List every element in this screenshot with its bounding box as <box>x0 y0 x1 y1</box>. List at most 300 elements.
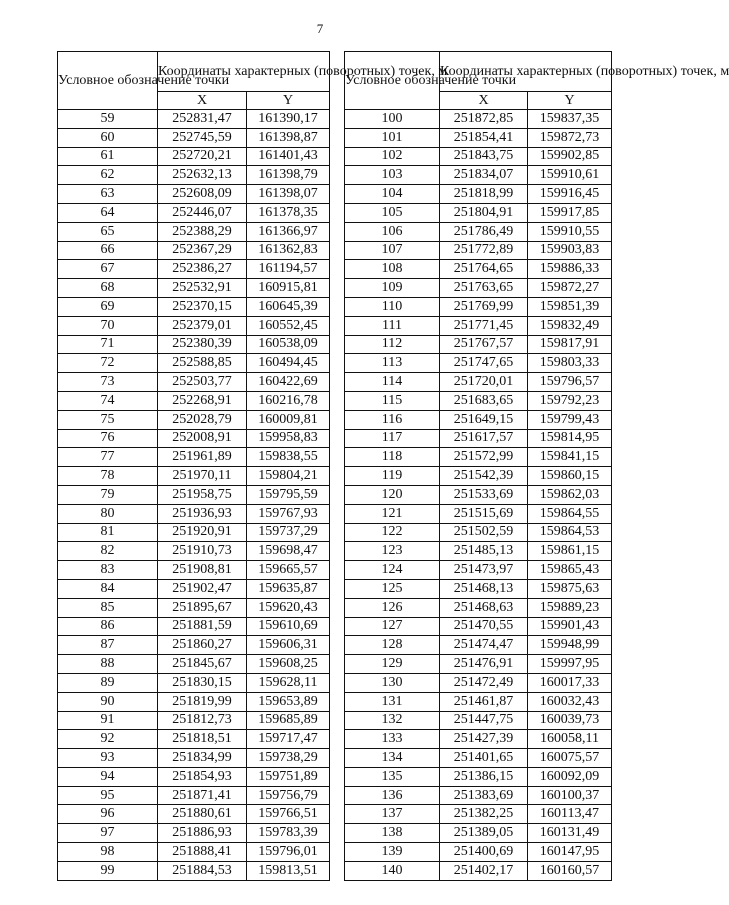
table-row <box>345 767 612 786</box>
coord-y-cell: 160009,81 <box>247 410 330 429</box>
point-id-cell: 113 <box>345 354 440 373</box>
table-row <box>58 316 330 335</box>
coord-x-cell: 252608,09 <box>158 185 247 204</box>
coord-x-cell: 251472,49 <box>440 673 528 692</box>
point-id-cell: 68 <box>58 279 158 298</box>
table-row <box>345 316 612 335</box>
coord-y-cell: 159685,89 <box>247 711 330 730</box>
coord-x-cell: 251886,93 <box>158 824 247 843</box>
point-id-cell: 89 <box>58 673 158 692</box>
table-row <box>58 185 330 204</box>
coord-y-cell: 159610,69 <box>247 617 330 636</box>
coord-x-cell: 251804,91 <box>440 203 528 222</box>
coord-y-cell: 159997,95 <box>528 655 612 674</box>
table-row <box>345 730 612 749</box>
point-id-cell: 101 <box>345 128 440 147</box>
point-id-cell: 125 <box>345 579 440 598</box>
point-id-cell: 129 <box>345 655 440 674</box>
point-id-cell: 134 <box>345 749 440 768</box>
table-row <box>58 692 330 711</box>
coord-y-cell: 159792,23 <box>528 391 612 410</box>
coord-y-cell: 161401,43 <box>247 147 330 166</box>
coord-y-cell: 160075,57 <box>528 749 612 768</box>
coord-x-cell: 251382,25 <box>440 805 528 824</box>
table-row <box>345 203 612 222</box>
coord-x-cell: 251895,67 <box>158 598 247 617</box>
table-row <box>58 147 330 166</box>
coord-x-cell: 252831,47 <box>158 110 247 129</box>
coord-y-cell: 160032,43 <box>528 692 612 711</box>
point-id-cell: 103 <box>345 166 440 185</box>
point-id-cell: 77 <box>58 448 158 467</box>
coord-x-cell: 251476,91 <box>440 655 528 674</box>
table-row <box>58 241 330 260</box>
table-row <box>58 805 330 824</box>
point-id-cell: 69 <box>58 297 158 316</box>
coord-y-cell: 159862,03 <box>528 485 612 504</box>
table-row <box>345 861 612 880</box>
point-id-cell: 106 <box>345 222 440 241</box>
coord-x-cell: 252028,79 <box>158 410 247 429</box>
point-id-cell: 116 <box>345 410 440 429</box>
table-row <box>345 147 612 166</box>
table-row <box>345 598 612 617</box>
coord-x-cell: 252268,91 <box>158 391 247 410</box>
point-id-cell: 76 <box>58 429 158 448</box>
coord-y-cell: 159838,55 <box>247 448 330 467</box>
coord-x-cell: 251747,65 <box>440 354 528 373</box>
point-id-cell: 102 <box>345 147 440 166</box>
point-id-cell: 104 <box>345 185 440 204</box>
coord-y-cell: 161378,35 <box>247 203 330 222</box>
coord-x-cell: 251771,45 <box>440 316 528 335</box>
coord-y-cell: 159865,43 <box>528 561 612 580</box>
coord-y-cell: 159851,39 <box>528 297 612 316</box>
header-y: Y <box>247 92 330 110</box>
coord-x-cell: 251854,41 <box>440 128 528 147</box>
coord-y-cell: 160552,45 <box>247 316 330 335</box>
coord-y-cell: 159875,63 <box>528 579 612 598</box>
coord-x-cell: 251818,51 <box>158 730 247 749</box>
coord-y-cell: 159751,89 <box>247 767 330 786</box>
coord-y-cell: 159628,11 <box>247 673 330 692</box>
table-row <box>58 673 330 692</box>
table-row <box>58 636 330 655</box>
coord-y-cell: 159916,45 <box>528 185 612 204</box>
coord-y-cell: 160147,95 <box>528 843 612 862</box>
table-row <box>345 824 612 843</box>
point-id-cell: 137 <box>345 805 440 824</box>
table-row <box>58 843 330 862</box>
point-id-cell: 100 <box>345 110 440 129</box>
coord-x-cell: 251860,27 <box>158 636 247 655</box>
point-id-cell: 135 <box>345 767 440 786</box>
page-number: 7 <box>316 21 324 36</box>
coord-x-cell: 251763,65 <box>440 279 528 298</box>
coord-y-cell: 159635,87 <box>247 579 330 598</box>
table-row <box>58 166 330 185</box>
coord-y-cell: 159767,93 <box>247 504 330 523</box>
table-row <box>58 749 330 768</box>
header-coord-label: Координаты характерных (поворотных) точек, м <box>440 52 612 92</box>
point-id-cell: 67 <box>58 260 158 279</box>
point-id-cell: 124 <box>345 561 440 580</box>
table-row <box>345 617 612 636</box>
coord-y-cell: 161366,97 <box>247 222 330 241</box>
point-id-cell: 122 <box>345 523 440 542</box>
coord-x-cell: 252745,59 <box>158 128 247 147</box>
coord-y-cell: 160422,69 <box>247 373 330 392</box>
point-id-cell: 72 <box>58 354 158 373</box>
coord-y-cell: 159902,85 <box>528 147 612 166</box>
table-row <box>58 617 330 636</box>
table-row <box>58 730 330 749</box>
point-id-cell: 99 <box>58 861 158 880</box>
point-id-cell: 132 <box>345 711 440 730</box>
coord-x-cell: 251936,93 <box>158 504 247 523</box>
point-id-cell: 107 <box>345 241 440 260</box>
coord-y-cell: 160100,37 <box>528 786 612 805</box>
point-id-cell: 65 <box>58 222 158 241</box>
point-id-cell: 118 <box>345 448 440 467</box>
coord-y-cell: 159756,79 <box>247 786 330 805</box>
table-row <box>58 110 330 129</box>
point-id-cell: 108 <box>345 260 440 279</box>
coord-y-cell: 159837,35 <box>528 110 612 129</box>
coord-x-cell: 251830,15 <box>158 673 247 692</box>
point-id-cell: 119 <box>345 467 440 486</box>
table-row <box>58 655 330 674</box>
coord-x-cell: 252588,85 <box>158 354 247 373</box>
table-row <box>58 561 330 580</box>
table-row <box>345 673 612 692</box>
coord-x-cell: 252503,77 <box>158 373 247 392</box>
table-row <box>345 110 612 129</box>
table-row <box>58 410 330 429</box>
coord-x-cell: 251461,87 <box>440 692 528 711</box>
coord-x-cell: 251474,47 <box>440 636 528 655</box>
table-row <box>58 542 330 561</box>
coord-x-cell: 251819,99 <box>158 692 247 711</box>
coord-y-cell: 159864,53 <box>528 523 612 542</box>
point-id-cell: 59 <box>58 110 158 129</box>
coord-y-cell: 159901,43 <box>528 617 612 636</box>
point-id-cell: 63 <box>58 185 158 204</box>
coord-y-cell: 159817,91 <box>528 335 612 354</box>
coord-y-cell: 159841,15 <box>528 448 612 467</box>
table-row <box>345 354 612 373</box>
point-id-cell: 131 <box>345 692 440 711</box>
point-id-cell: 75 <box>58 410 158 429</box>
point-id-cell: 87 <box>58 636 158 655</box>
coord-x-cell: 252367,29 <box>158 241 247 260</box>
point-id-cell: 80 <box>58 504 158 523</box>
table-row <box>345 373 612 392</box>
coord-y-cell: 159903,83 <box>528 241 612 260</box>
coord-x-cell: 251473,97 <box>440 561 528 580</box>
table-row <box>345 655 612 674</box>
table-row <box>345 166 612 185</box>
coord-x-cell: 251515,69 <box>440 504 528 523</box>
point-id-cell: 111 <box>345 316 440 335</box>
point-id-cell: 92 <box>58 730 158 749</box>
point-id-cell: 78 <box>58 467 158 486</box>
coord-x-cell: 251400,69 <box>440 843 528 862</box>
coord-x-cell: 251683,65 <box>440 391 528 410</box>
coord-y-cell: 159698,47 <box>247 542 330 561</box>
point-id-cell: 140 <box>345 861 440 880</box>
coord-x-cell: 251845,67 <box>158 655 247 674</box>
coord-x-cell: 251910,73 <box>158 542 247 561</box>
table-row <box>345 749 612 768</box>
point-id-cell: 115 <box>345 391 440 410</box>
table-row <box>58 373 330 392</box>
coord-y-cell: 159803,33 <box>528 354 612 373</box>
table-row <box>58 824 330 843</box>
coord-y-cell: 159665,57 <box>247 561 330 580</box>
coord-y-cell: 159606,31 <box>247 636 330 655</box>
coord-y-cell: 161194,57 <box>247 260 330 279</box>
coord-y-cell: 160017,33 <box>528 673 612 692</box>
coord-x-cell: 251542,39 <box>440 467 528 486</box>
header-point-label: Условное обозначение точки <box>58 52 158 110</box>
coord-y-cell: 159795,59 <box>247 485 330 504</box>
coord-y-cell: 159917,85 <box>528 203 612 222</box>
coord-y-cell: 160915,81 <box>247 279 330 298</box>
coord-y-cell: 159799,43 <box>528 410 612 429</box>
table-row <box>345 185 612 204</box>
coord-y-cell: 159766,51 <box>247 805 330 824</box>
coord-y-cell: 159872,73 <box>528 128 612 147</box>
point-id-cell: 133 <box>345 730 440 749</box>
coord-x-cell: 251468,13 <box>440 579 528 598</box>
point-id-cell: 112 <box>345 335 440 354</box>
coord-x-cell: 251720,01 <box>440 373 528 392</box>
table-row <box>345 467 612 486</box>
coord-x-cell: 251447,75 <box>440 711 528 730</box>
table-row <box>345 297 612 316</box>
coord-x-cell: 251769,99 <box>440 297 528 316</box>
coord-y-cell: 159653,89 <box>247 692 330 711</box>
coord-y-cell: 160092,09 <box>528 767 612 786</box>
coordinates-table-right <box>344 51 729 881</box>
point-id-cell: 138 <box>345 824 440 843</box>
coord-y-cell: 161398,07 <box>247 185 330 204</box>
table-row <box>345 542 612 561</box>
table-row <box>345 561 612 580</box>
table-row <box>345 485 612 504</box>
coord-y-cell: 159832,49 <box>528 316 612 335</box>
coord-y-cell: 160131,49 <box>528 824 612 843</box>
point-id-cell: 136 <box>345 786 440 805</box>
table-row <box>58 485 330 504</box>
table-row <box>345 279 612 298</box>
coord-y-cell: 161398,87 <box>247 128 330 147</box>
point-id-cell: 64 <box>58 203 158 222</box>
coord-x-cell: 251401,65 <box>440 749 528 768</box>
coord-y-cell: 159796,57 <box>528 373 612 392</box>
table-row <box>58 786 330 805</box>
point-id-cell: 120 <box>345 485 440 504</box>
table-row <box>345 711 612 730</box>
point-id-cell: 79 <box>58 485 158 504</box>
coord-x-cell: 251386,15 <box>440 767 528 786</box>
table-row <box>345 786 612 805</box>
point-id-cell: 95 <box>58 786 158 805</box>
coord-y-cell: 160039,73 <box>528 711 612 730</box>
coord-x-cell: 251533,69 <box>440 485 528 504</box>
coord-x-cell: 251843,75 <box>440 147 528 166</box>
coord-x-cell: 251383,69 <box>440 786 528 805</box>
coord-x-cell: 251502,59 <box>440 523 528 542</box>
table-row <box>345 692 612 711</box>
table-row <box>345 636 612 655</box>
table-row <box>58 203 330 222</box>
coord-y-cell: 159861,15 <box>528 542 612 561</box>
coord-y-cell: 159804,21 <box>247 467 330 486</box>
coord-y-cell: 159737,29 <box>247 523 330 542</box>
point-id-cell: 126 <box>345 598 440 617</box>
point-id-cell: 96 <box>58 805 158 824</box>
coord-x-cell: 252379,01 <box>158 316 247 335</box>
coord-x-cell: 251920,91 <box>158 523 247 542</box>
coord-x-cell: 251468,63 <box>440 598 528 617</box>
coord-x-cell: 251902,47 <box>158 579 247 598</box>
point-id-cell: 121 <box>345 504 440 523</box>
coord-y-cell: 161398,79 <box>247 166 330 185</box>
table-row <box>58 429 330 448</box>
coord-x-cell: 251786,49 <box>440 222 528 241</box>
header-y: Y <box>528 92 612 110</box>
coord-y-cell: 159813,51 <box>247 861 330 880</box>
coord-x-cell: 252008,91 <box>158 429 247 448</box>
table-row <box>345 579 612 598</box>
table-row <box>345 335 612 354</box>
table-row <box>58 579 330 598</box>
coord-y-cell: 161362,83 <box>247 241 330 260</box>
coord-x-cell: 252388,29 <box>158 222 247 241</box>
point-id-cell: 114 <box>345 373 440 392</box>
table-row <box>58 391 330 410</box>
header-x: X <box>440 92 528 110</box>
coord-x-cell: 251818,99 <box>440 185 528 204</box>
table-row <box>58 767 330 786</box>
coord-x-cell: 251427,39 <box>440 730 528 749</box>
table-row <box>345 241 612 260</box>
coord-x-cell: 251880,61 <box>158 805 247 824</box>
coord-x-cell: 251908,81 <box>158 561 247 580</box>
header-coord-label: Координаты характерных (поворотных) точек, м <box>158 52 330 92</box>
coord-x-cell: 251485,13 <box>440 542 528 561</box>
point-id-cell: 82 <box>58 542 158 561</box>
coord-y-cell: 159783,39 <box>247 824 330 843</box>
table-row <box>58 354 330 373</box>
point-id-cell: 130 <box>345 673 440 692</box>
point-id-cell: 61 <box>58 147 158 166</box>
coord-x-cell: 251812,73 <box>158 711 247 730</box>
point-id-cell: 123 <box>345 542 440 561</box>
table-row <box>345 523 612 542</box>
coord-x-cell: 251958,75 <box>158 485 247 504</box>
point-id-cell: 85 <box>58 598 158 617</box>
coord-y-cell: 160160,57 <box>528 861 612 880</box>
coord-x-cell: 251871,41 <box>158 786 247 805</box>
coord-x-cell: 251834,07 <box>440 166 528 185</box>
point-id-cell: 84 <box>58 579 158 598</box>
coord-x-cell: 251572,99 <box>440 448 528 467</box>
coord-x-cell: 251649,15 <box>440 410 528 429</box>
table-row <box>58 467 330 486</box>
coord-x-cell: 251961,89 <box>158 448 247 467</box>
coord-y-cell: 159958,83 <box>247 429 330 448</box>
coord-y-cell: 161390,17 <box>247 110 330 129</box>
coord-y-cell: 159872,27 <box>528 279 612 298</box>
coord-x-cell: 252632,13 <box>158 166 247 185</box>
coord-x-cell: 251872,85 <box>440 110 528 129</box>
table-row <box>345 429 612 448</box>
table-row <box>58 335 330 354</box>
point-id-cell: 73 <box>58 373 158 392</box>
coord-y-cell: 159738,29 <box>247 749 330 768</box>
coord-y-cell: 159948,99 <box>528 636 612 655</box>
table-row <box>345 128 612 147</box>
table-row <box>345 504 612 523</box>
coord-x-cell: 252386,27 <box>158 260 247 279</box>
coord-x-cell: 252720,21 <box>158 147 247 166</box>
table-row <box>58 260 330 279</box>
table-row <box>58 279 330 298</box>
point-id-cell: 70 <box>58 316 158 335</box>
point-id-cell: 81 <box>58 523 158 542</box>
table-row <box>345 260 612 279</box>
coord-x-cell: 251767,57 <box>440 335 528 354</box>
table-row <box>345 391 612 410</box>
coord-y-cell: 160538,09 <box>247 335 330 354</box>
header-point-label: Условное обозначение точки <box>345 52 440 110</box>
point-id-cell: 62 <box>58 166 158 185</box>
table-row <box>58 128 330 147</box>
table-row <box>345 448 612 467</box>
point-id-cell: 105 <box>345 203 440 222</box>
table-row <box>58 861 330 880</box>
coord-y-cell: 160058,11 <box>528 730 612 749</box>
coord-y-cell: 159620,43 <box>247 598 330 617</box>
coord-y-cell: 159860,15 <box>528 467 612 486</box>
point-id-cell: 94 <box>58 767 158 786</box>
coord-x-cell: 251881,59 <box>158 617 247 636</box>
point-id-cell: 88 <box>58 655 158 674</box>
coord-y-cell: 160645,39 <box>247 297 330 316</box>
coord-y-cell: 160494,45 <box>247 354 330 373</box>
point-id-cell: 139 <box>345 843 440 862</box>
point-id-cell: 91 <box>58 711 158 730</box>
point-id-cell: 66 <box>58 241 158 260</box>
coord-x-cell: 251888,41 <box>158 843 247 862</box>
coord-x-cell: 252446,07 <box>158 203 247 222</box>
coord-x-cell: 251834,99 <box>158 749 247 768</box>
table-row <box>345 843 612 862</box>
coord-y-cell: 159608,25 <box>247 655 330 674</box>
coord-y-cell: 159889,23 <box>528 598 612 617</box>
table-row <box>58 598 330 617</box>
point-id-cell: 109 <box>345 279 440 298</box>
coord-x-cell: 251970,11 <box>158 467 247 486</box>
coord-y-cell: 159717,47 <box>247 730 330 749</box>
coord-x-cell: 251764,65 <box>440 260 528 279</box>
point-id-cell: 117 <box>345 429 440 448</box>
point-id-cell: 83 <box>58 561 158 580</box>
coord-y-cell: 159796,01 <box>247 843 330 862</box>
